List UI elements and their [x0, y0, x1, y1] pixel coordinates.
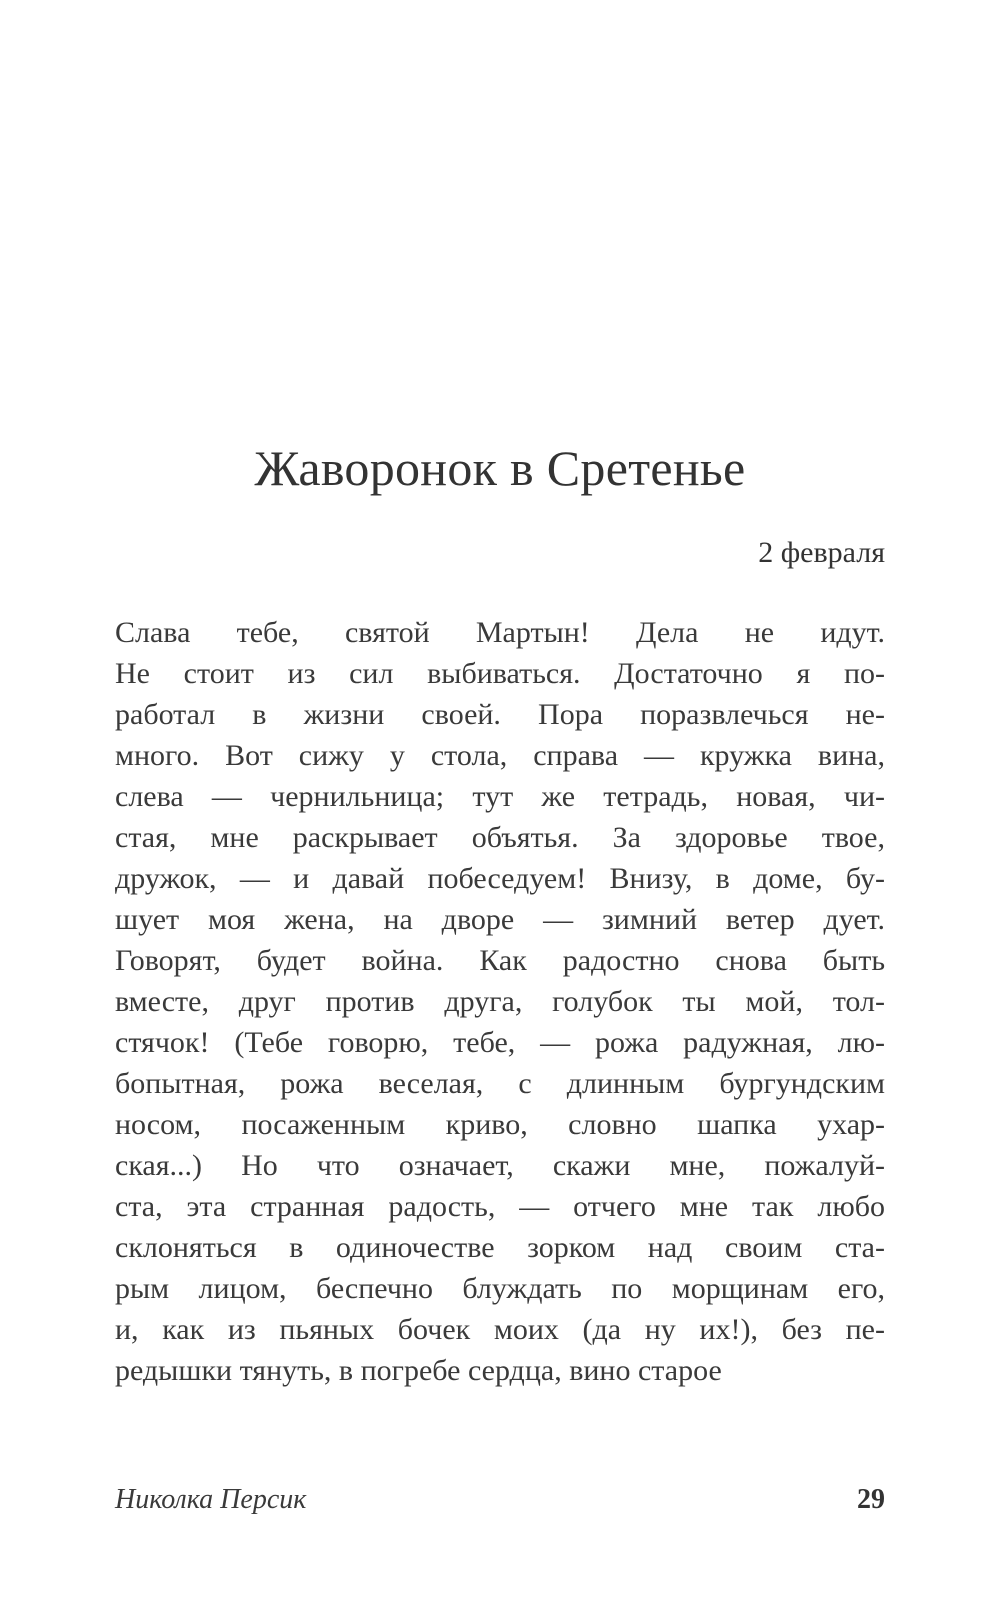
text-line: Говорят, будет война. Как радостно снова быть — [115, 944, 885, 977]
text-line: ская...) Но что означает, скажи мне, пожалуй- — [115, 1149, 885, 1182]
text-line: ста, эта странная радость, — отчего мне так любо — [115, 1190, 885, 1223]
text-line: работал в жизни своей. Пора поразвлечься не- — [115, 698, 885, 731]
chapter-date: 2 февраля — [758, 536, 885, 569]
chapter-title: Жаворонок в Сретенье — [254, 440, 746, 496]
body-text — [115, 612, 885, 1391]
text-line: Слава тебе, святой Мартын! Дела не идут. — [115, 616, 885, 649]
page-number: 29 — [857, 1484, 885, 1515]
text-line: вместе, друг против друга, голубок ты мой, тол- — [115, 985, 885, 1018]
running-footer-author: Николка Персик — [115, 1484, 307, 1515]
text-line: стая, мне раскрывает объятья. За здоровье твое, — [115, 821, 885, 854]
text-line: много. Вот сижу у стола, справа — кружка вина, — [115, 739, 885, 772]
text-line: рым лицом, беспечно блуждать по морщинам его, — [115, 1272, 885, 1305]
text-line: носом, посаженным криво, словно шапка ухар- — [115, 1108, 885, 1141]
text-line: Не стоит из сил выбиваться. Достаточно я по- — [115, 657, 885, 690]
page-footer — [115, 1478, 885, 1522]
text-line: стячок! (Тебе говорю, тебе, — рожа радужная, лю- — [115, 1026, 885, 1059]
text-line: бопытная, рожа веселая, с длинным бургундским — [115, 1067, 885, 1100]
text-line: склоняться в одиночестве зорком над своим ста- — [115, 1231, 885, 1264]
text-line: редышки тянуть, в погребе сердца, вино старое — [115, 1354, 722, 1387]
text-line: и, как из пьяных бочек моих (да ну их!), без пе- — [115, 1313, 885, 1346]
text-line: слева — чернильница; тут же тетрадь, новая, чи- — [115, 780, 885, 813]
text-line: дружок, — и давай побеседуем! Внизу, в доме, бу- — [115, 862, 885, 895]
text-line: шует моя жена, на дворе — зимний ветер дует. — [115, 903, 885, 936]
